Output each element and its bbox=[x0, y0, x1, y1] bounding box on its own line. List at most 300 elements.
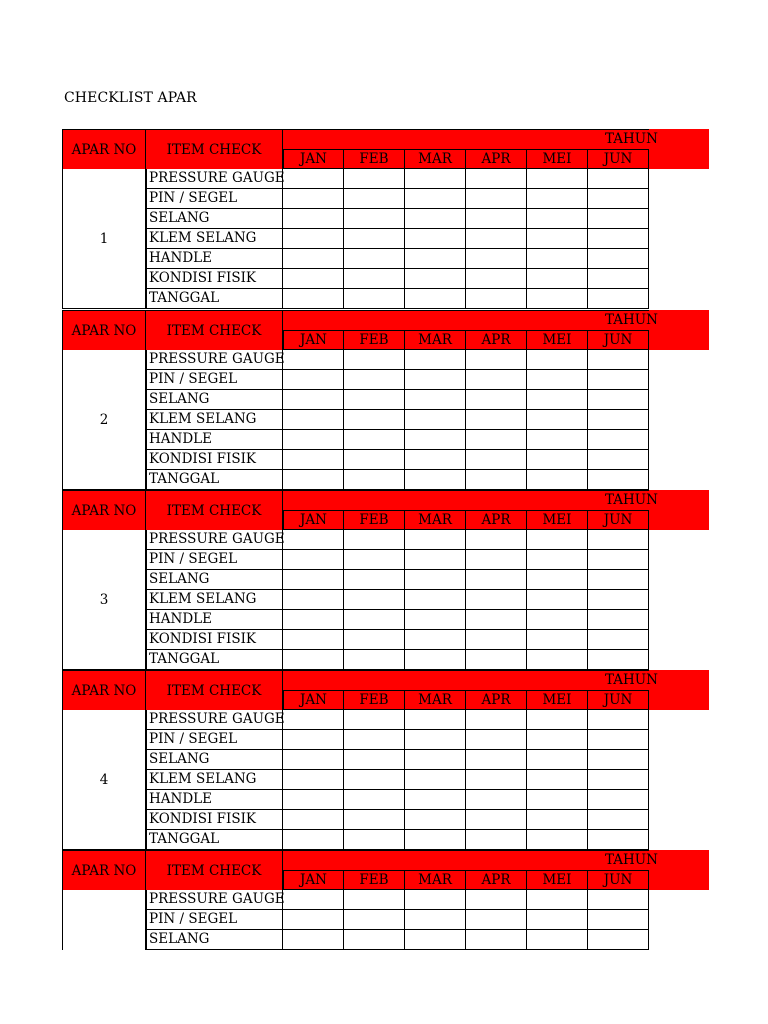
check-cell[interactable] bbox=[588, 470, 649, 490]
check-cell[interactable] bbox=[283, 390, 344, 410]
check-cell[interactable] bbox=[405, 750, 466, 770]
month-header: MEI bbox=[527, 690, 588, 710]
month-header: MAR bbox=[405, 149, 466, 169]
check-cell[interactable] bbox=[527, 430, 588, 450]
check-cell[interactable] bbox=[527, 470, 588, 490]
header-year bbox=[283, 490, 658, 510]
table-row bbox=[146, 550, 649, 570]
header-year-label: TAHUN bbox=[605, 492, 658, 508]
month-header: MAR bbox=[405, 510, 466, 530]
check-cell[interactable] bbox=[527, 770, 588, 790]
table-row bbox=[146, 450, 649, 470]
check-cell[interactable] bbox=[466, 910, 527, 930]
check-cell[interactable] bbox=[588, 830, 649, 850]
header-apar-no: APAR NO bbox=[62, 310, 146, 350]
check-cell[interactable] bbox=[588, 650, 649, 670]
check-cell[interactable] bbox=[283, 830, 344, 850]
check-cell[interactable] bbox=[283, 650, 344, 670]
check-cell[interactable] bbox=[466, 249, 527, 269]
header-item-check: ITEM CHECK bbox=[146, 129, 283, 169]
check-cell[interactable] bbox=[527, 710, 588, 730]
check-cell[interactable] bbox=[283, 590, 344, 610]
check-cell[interactable] bbox=[283, 289, 344, 309]
month-header: MEI bbox=[527, 510, 588, 530]
header-item-check: ITEM CHECK bbox=[146, 670, 283, 710]
item-check-label: PRESSURE GAUGE bbox=[146, 530, 283, 550]
check-cell[interactable] bbox=[527, 610, 588, 630]
check-cell[interactable] bbox=[283, 770, 344, 790]
check-cell[interactable] bbox=[527, 830, 588, 850]
month-header: JUN bbox=[588, 870, 649, 890]
check-cell[interactable] bbox=[466, 189, 527, 209]
check-cell[interactable] bbox=[466, 810, 527, 830]
apar-number bbox=[62, 890, 146, 950]
check-cell[interactable] bbox=[344, 209, 405, 229]
check-cell[interactable] bbox=[527, 209, 588, 229]
check-cell[interactable] bbox=[527, 570, 588, 590]
check-cell[interactable] bbox=[283, 269, 344, 289]
check-cell[interactable] bbox=[527, 169, 588, 189]
check-cell[interactable] bbox=[466, 350, 527, 370]
check-cell[interactable] bbox=[527, 390, 588, 410]
check-cell[interactable] bbox=[466, 930, 527, 950]
check-cell[interactable] bbox=[527, 450, 588, 470]
check-cell[interactable] bbox=[466, 430, 527, 450]
apar-block bbox=[62, 129, 709, 309]
header-year bbox=[283, 670, 658, 690]
check-cell[interactable] bbox=[405, 630, 466, 650]
month-header: JUN bbox=[588, 330, 649, 350]
check-cell[interactable] bbox=[405, 810, 466, 830]
check-cell[interactable] bbox=[527, 530, 588, 550]
check-cell[interactable] bbox=[405, 269, 466, 289]
check-cell[interactable] bbox=[405, 249, 466, 269]
check-cell[interactable] bbox=[283, 750, 344, 770]
check-cell[interactable] bbox=[283, 209, 344, 229]
check-cell[interactable] bbox=[283, 570, 344, 590]
check-cell[interactable] bbox=[283, 169, 344, 189]
check-cell[interactable] bbox=[588, 169, 649, 189]
check-cell[interactable] bbox=[344, 770, 405, 790]
check-cell[interactable] bbox=[405, 209, 466, 229]
check-cell[interactable] bbox=[283, 350, 344, 370]
check-cell[interactable] bbox=[344, 229, 405, 249]
table-row bbox=[146, 890, 649, 910]
check-cell[interactable] bbox=[283, 710, 344, 730]
check-cell[interactable] bbox=[283, 790, 344, 810]
check-cell[interactable] bbox=[283, 630, 344, 650]
check-cell[interactable] bbox=[283, 890, 344, 910]
month-header: FEB bbox=[344, 510, 405, 530]
check-cell[interactable] bbox=[283, 249, 344, 269]
check-cell[interactable] bbox=[344, 790, 405, 810]
table-row bbox=[146, 770, 649, 790]
check-cell[interactable] bbox=[344, 930, 405, 950]
item-check-label: TANGGAL bbox=[146, 650, 283, 670]
item-check-label: KONDISI FISIK bbox=[146, 450, 283, 470]
item-check-label: HANDLE bbox=[146, 430, 283, 450]
item-check-label: SELANG bbox=[146, 930, 283, 950]
item-check-label: PIN / SEGEL bbox=[146, 730, 283, 750]
header-apar-no: APAR NO bbox=[62, 129, 146, 169]
check-cell[interactable] bbox=[405, 550, 466, 570]
month-header: JAN bbox=[283, 510, 344, 530]
check-cell[interactable] bbox=[588, 890, 649, 910]
check-cell[interactable] bbox=[527, 630, 588, 650]
table-row bbox=[146, 289, 649, 309]
check-cell[interactable] bbox=[588, 550, 649, 570]
check-cell[interactable] bbox=[405, 430, 466, 450]
check-cell[interactable] bbox=[405, 189, 466, 209]
item-check-label: HANDLE bbox=[146, 249, 283, 269]
item-check-label: HANDLE bbox=[146, 790, 283, 810]
apar-number: 4 bbox=[62, 710, 146, 850]
check-cell[interactable] bbox=[283, 410, 344, 430]
check-cell[interactable] bbox=[588, 269, 649, 289]
check-cell[interactable] bbox=[405, 350, 466, 370]
month-header: MEI bbox=[527, 330, 588, 350]
header-year bbox=[283, 310, 658, 330]
check-cell[interactable] bbox=[344, 830, 405, 850]
month-header: FEB bbox=[344, 690, 405, 710]
check-cell[interactable] bbox=[344, 890, 405, 910]
check-cell[interactable] bbox=[344, 269, 405, 289]
check-cell[interactable] bbox=[527, 590, 588, 610]
check-cell[interactable] bbox=[466, 450, 527, 470]
check-cell[interactable] bbox=[527, 269, 588, 289]
item-check-label: KONDISI FISIK bbox=[146, 630, 283, 650]
check-cell[interactable] bbox=[405, 790, 466, 810]
table-row bbox=[146, 209, 649, 229]
item-check-label: PIN / SEGEL bbox=[146, 189, 283, 209]
table-row bbox=[146, 229, 649, 249]
check-cell[interactable] bbox=[588, 209, 649, 229]
table-row bbox=[146, 630, 649, 650]
check-cell[interactable] bbox=[588, 630, 649, 650]
item-check-label: PRESSURE GAUGE bbox=[146, 350, 283, 370]
check-cell[interactable] bbox=[527, 289, 588, 309]
check-cell[interactable] bbox=[588, 229, 649, 249]
check-cell[interactable] bbox=[344, 610, 405, 630]
check-cell[interactable] bbox=[466, 610, 527, 630]
check-cell[interactable] bbox=[283, 430, 344, 450]
check-cell[interactable] bbox=[588, 430, 649, 450]
check-cell[interactable] bbox=[466, 750, 527, 770]
check-cell[interactable] bbox=[344, 590, 405, 610]
header-apar-no: APAR NO bbox=[62, 670, 146, 710]
check-cell[interactable] bbox=[527, 249, 588, 269]
check-cell[interactable] bbox=[588, 810, 649, 830]
check-cell[interactable] bbox=[588, 530, 649, 550]
item-check-label: KLEM SELANG bbox=[146, 229, 283, 249]
table-row bbox=[146, 710, 649, 730]
check-cell[interactable] bbox=[588, 770, 649, 790]
check-cell[interactable] bbox=[588, 189, 649, 209]
check-cell[interactable] bbox=[283, 470, 344, 490]
check-cell[interactable] bbox=[527, 930, 588, 950]
month-header: APR bbox=[466, 330, 527, 350]
item-check-label: SELANG bbox=[146, 209, 283, 229]
table-row bbox=[146, 169, 649, 189]
table-row bbox=[146, 370, 649, 390]
check-cell[interactable] bbox=[527, 730, 588, 750]
check-cell[interactable] bbox=[466, 390, 527, 410]
check-cell[interactable] bbox=[588, 450, 649, 470]
check-cell[interactable] bbox=[466, 790, 527, 810]
table-row bbox=[146, 930, 649, 950]
check-cell[interactable] bbox=[344, 810, 405, 830]
check-cell[interactable] bbox=[466, 590, 527, 610]
item-check-label: HANDLE bbox=[146, 610, 283, 630]
item-check-label: TANGGAL bbox=[146, 830, 283, 850]
check-cell[interactable] bbox=[527, 189, 588, 209]
check-cell[interactable] bbox=[405, 910, 466, 930]
check-cell[interactable] bbox=[283, 910, 344, 930]
header-apar-no: APAR NO bbox=[62, 850, 146, 890]
table-row bbox=[146, 830, 649, 850]
table-row bbox=[146, 249, 649, 269]
table-row bbox=[146, 350, 649, 370]
item-check-label: PIN / SEGEL bbox=[146, 550, 283, 570]
check-cell[interactable] bbox=[344, 169, 405, 189]
check-cell[interactable] bbox=[283, 930, 344, 950]
check-cell[interactable] bbox=[405, 830, 466, 850]
month-header: JAN bbox=[283, 870, 344, 890]
check-cell[interactable] bbox=[466, 269, 527, 289]
check-cell[interactable] bbox=[344, 370, 405, 390]
month-header: APR bbox=[466, 690, 527, 710]
check-cell[interactable] bbox=[466, 570, 527, 590]
apar-number: 2 bbox=[62, 350, 146, 490]
check-cell[interactable] bbox=[405, 890, 466, 910]
check-cell[interactable] bbox=[344, 189, 405, 209]
table-row bbox=[146, 269, 649, 289]
check-cell[interactable] bbox=[466, 209, 527, 229]
check-cell[interactable] bbox=[405, 169, 466, 189]
table-row bbox=[146, 790, 649, 810]
check-cell[interactable] bbox=[466, 470, 527, 490]
check-cell[interactable] bbox=[588, 790, 649, 810]
check-cell[interactable] bbox=[344, 470, 405, 490]
table-row bbox=[146, 610, 649, 630]
item-check-label: KONDISI FISIK bbox=[146, 269, 283, 289]
check-cell[interactable] bbox=[588, 750, 649, 770]
month-header: MAR bbox=[405, 690, 466, 710]
check-cell[interactable] bbox=[283, 810, 344, 830]
header-year-label: TAHUN bbox=[605, 672, 658, 688]
month-header: FEB bbox=[344, 149, 405, 169]
check-cell[interactable] bbox=[405, 410, 466, 430]
apar-block bbox=[62, 850, 709, 950]
check-cell[interactable] bbox=[466, 410, 527, 430]
check-cell[interactable] bbox=[466, 550, 527, 570]
check-cell[interactable] bbox=[527, 810, 588, 830]
item-check-label: PRESSURE GAUGE bbox=[146, 890, 283, 910]
header-apar-no: APAR NO bbox=[62, 490, 146, 530]
item-check-label: TANGGAL bbox=[146, 289, 283, 309]
item-check-label: PIN / SEGEL bbox=[146, 370, 283, 390]
check-cell[interactable] bbox=[344, 350, 405, 370]
month-header: JAN bbox=[283, 149, 344, 169]
table-row bbox=[146, 590, 649, 610]
check-cell[interactable] bbox=[344, 570, 405, 590]
check-cell[interactable] bbox=[405, 390, 466, 410]
item-check-label: SELANG bbox=[146, 570, 283, 590]
check-cell[interactable] bbox=[344, 650, 405, 670]
apar-number: 3 bbox=[62, 530, 146, 670]
month-header: JUN bbox=[588, 690, 649, 710]
check-cell[interactable] bbox=[283, 530, 344, 550]
check-cell[interactable] bbox=[588, 390, 649, 410]
check-cell[interactable] bbox=[344, 430, 405, 450]
check-cell[interactable] bbox=[588, 610, 649, 630]
month-header: FEB bbox=[344, 870, 405, 890]
table-row bbox=[146, 430, 649, 450]
check-cell[interactable] bbox=[344, 530, 405, 550]
check-cell[interactable] bbox=[527, 550, 588, 570]
check-cell[interactable] bbox=[344, 710, 405, 730]
month-header: JUN bbox=[588, 149, 649, 169]
check-cell[interactable] bbox=[344, 550, 405, 570]
check-cell[interactable] bbox=[466, 630, 527, 650]
header-year bbox=[283, 129, 658, 149]
check-cell[interactable] bbox=[588, 350, 649, 370]
month-header: JAN bbox=[283, 690, 344, 710]
apar-block bbox=[62, 310, 709, 490]
check-cell[interactable] bbox=[405, 770, 466, 790]
check-cell[interactable] bbox=[527, 790, 588, 810]
item-check-label: KLEM SELANG bbox=[146, 410, 283, 430]
month-header: APR bbox=[466, 510, 527, 530]
table-row bbox=[146, 650, 649, 670]
check-cell[interactable] bbox=[588, 730, 649, 750]
item-check-label: KLEM SELANG bbox=[146, 590, 283, 610]
month-header: MEI bbox=[527, 870, 588, 890]
header-year bbox=[283, 850, 658, 870]
check-cell[interactable] bbox=[527, 350, 588, 370]
month-header: MAR bbox=[405, 330, 466, 350]
check-cell[interactable] bbox=[405, 229, 466, 249]
table-row bbox=[146, 810, 649, 830]
check-cell[interactable] bbox=[527, 910, 588, 930]
item-check-label: TANGGAL bbox=[146, 470, 283, 490]
check-cell[interactable] bbox=[405, 450, 466, 470]
check-cell[interactable] bbox=[588, 930, 649, 950]
item-check-label: PRESSURE GAUGE bbox=[146, 169, 283, 189]
check-cell[interactable] bbox=[588, 710, 649, 730]
check-cell[interactable] bbox=[527, 750, 588, 770]
sheet-title: CHECKLIST APAR bbox=[64, 90, 197, 106]
check-cell[interactable] bbox=[466, 770, 527, 790]
month-header: JAN bbox=[283, 330, 344, 350]
check-cell[interactable] bbox=[527, 229, 588, 249]
check-cell[interactable] bbox=[466, 229, 527, 249]
check-cell[interactable] bbox=[405, 730, 466, 750]
check-cell[interactable] bbox=[405, 289, 466, 309]
check-cell[interactable] bbox=[588, 590, 649, 610]
check-cell[interactable] bbox=[283, 610, 344, 630]
check-cell[interactable] bbox=[405, 610, 466, 630]
item-check-label: PRESSURE GAUGE bbox=[146, 710, 283, 730]
table-row bbox=[146, 910, 649, 930]
apar-number: 1 bbox=[62, 169, 146, 309]
check-cell[interactable] bbox=[344, 450, 405, 470]
item-check-label: SELANG bbox=[146, 390, 283, 410]
check-cell[interactable] bbox=[405, 370, 466, 390]
check-cell[interactable] bbox=[344, 730, 405, 750]
check-cell[interactable] bbox=[283, 550, 344, 570]
table-row bbox=[146, 730, 649, 750]
check-cell[interactable] bbox=[283, 370, 344, 390]
check-cell[interactable] bbox=[344, 249, 405, 269]
item-check-label: KONDISI FISIK bbox=[146, 810, 283, 830]
check-cell[interactable] bbox=[344, 910, 405, 930]
check-cell[interactable] bbox=[344, 630, 405, 650]
check-cell[interactable] bbox=[466, 370, 527, 390]
check-cell[interactable] bbox=[344, 390, 405, 410]
check-cell[interactable] bbox=[466, 830, 527, 850]
check-cell[interactable] bbox=[466, 169, 527, 189]
check-cell[interactable] bbox=[527, 650, 588, 670]
check-cell[interactable] bbox=[466, 710, 527, 730]
header-year-label: TAHUN bbox=[605, 852, 658, 868]
header-year-label: TAHUN bbox=[605, 131, 658, 147]
check-cell[interactable] bbox=[527, 890, 588, 910]
check-cell[interactable] bbox=[405, 530, 466, 550]
check-cell[interactable] bbox=[344, 289, 405, 309]
item-check-label: SELANG bbox=[146, 750, 283, 770]
month-header: APR bbox=[466, 870, 527, 890]
check-cell[interactable] bbox=[283, 450, 344, 470]
check-cell[interactable] bbox=[283, 730, 344, 750]
apar-block bbox=[62, 490, 709, 670]
check-cell[interactable] bbox=[405, 710, 466, 730]
check-cell[interactable] bbox=[466, 530, 527, 550]
check-cell[interactable] bbox=[588, 410, 649, 430]
month-header: JUN bbox=[588, 510, 649, 530]
check-cell[interactable] bbox=[466, 289, 527, 309]
apar-block bbox=[62, 670, 709, 850]
month-header: MEI bbox=[527, 149, 588, 169]
check-cell[interactable] bbox=[588, 370, 649, 390]
check-cell[interactable] bbox=[588, 570, 649, 590]
item-check-label: KLEM SELANG bbox=[146, 770, 283, 790]
month-header: APR bbox=[466, 149, 527, 169]
check-cell[interactable] bbox=[527, 410, 588, 430]
header-item-check: ITEM CHECK bbox=[146, 490, 283, 530]
check-cell[interactable] bbox=[588, 249, 649, 269]
check-cell[interactable] bbox=[344, 410, 405, 430]
check-cell[interactable] bbox=[527, 370, 588, 390]
check-cell[interactable] bbox=[466, 650, 527, 670]
check-cell[interactable] bbox=[344, 750, 405, 770]
header-item-check: ITEM CHECK bbox=[146, 310, 283, 350]
check-cell[interactable] bbox=[405, 590, 466, 610]
check-cell[interactable] bbox=[405, 570, 466, 590]
check-cell[interactable] bbox=[405, 470, 466, 490]
month-header: FEB bbox=[344, 330, 405, 350]
month-header: MAR bbox=[405, 870, 466, 890]
check-cell[interactable] bbox=[588, 289, 649, 309]
check-cell[interactable] bbox=[405, 650, 466, 670]
check-cell[interactable] bbox=[466, 730, 527, 750]
check-cell[interactable] bbox=[405, 930, 466, 950]
check-cell[interactable] bbox=[283, 189, 344, 209]
table-row bbox=[146, 410, 649, 430]
check-cell[interactable] bbox=[466, 890, 527, 910]
check-cell[interactable] bbox=[588, 910, 649, 930]
check-cell[interactable] bbox=[283, 229, 344, 249]
